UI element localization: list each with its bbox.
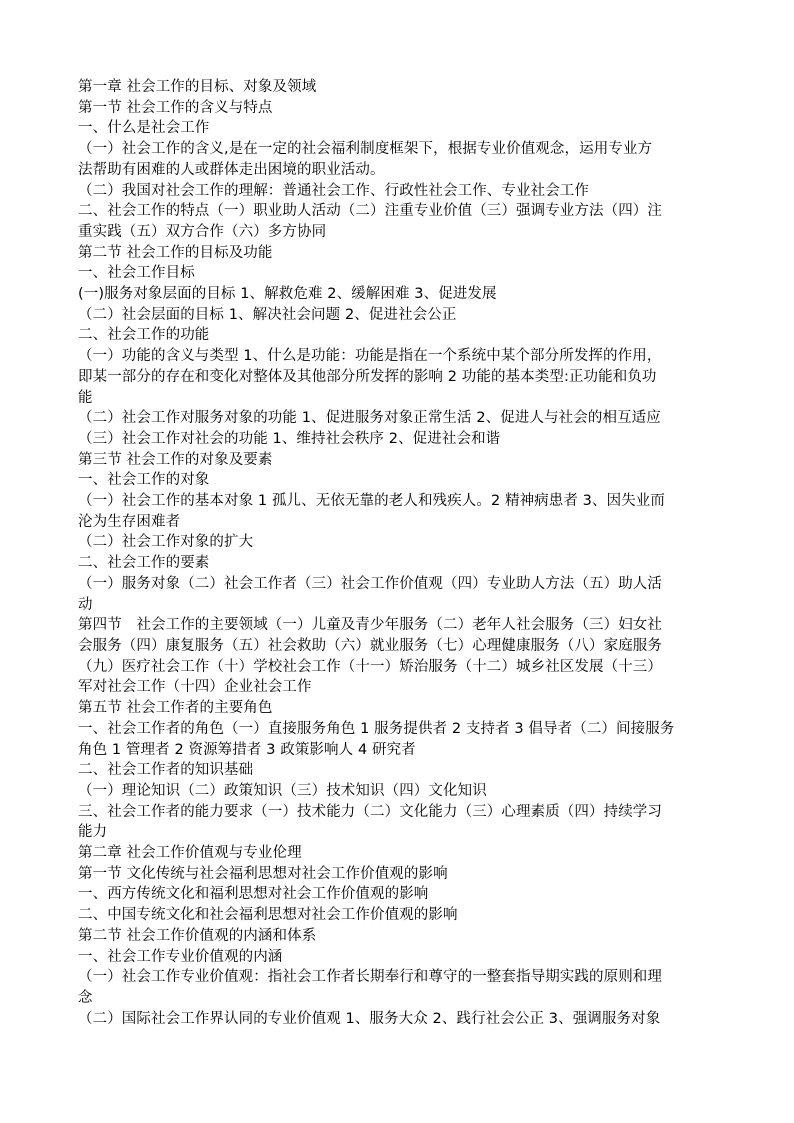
text-line: 第四节 社会工作的主要领域（一）儿童及青少年服务（二）老年人社会服务（三）妇女社 (78, 617, 662, 634)
text-line: 第二节 社会工作的目标及功能 (78, 244, 273, 261)
text-line: 角色 1 管理者 2 资源筹措者 3 政策影响人 4 研究者 (78, 741, 416, 758)
text-line: 念 (78, 989, 93, 1006)
text-line: 即某一部分的存在和变化对整体及其他部分所发挥的影响 2 功能的基本类型:正功能和负功 (78, 368, 657, 385)
document-page (78, 77, 720, 1029)
text-line: 二、中国专统文化和社会福利思想对社会工作价值观的影响 (78, 907, 458, 924)
text-line: （一）理论知识（二）政策知识（三）技术知识（四）文化知识 (78, 782, 487, 799)
text-line: 第一节 文化传统与社会福利思想对社会工作价值观的影响 (78, 865, 448, 882)
text-line: 二、社会工作的功能 (78, 327, 210, 344)
text-line: 一、社会工作者的角色（一）直接服务角色 1 服务提供者 2 支持者 3 倡导者（二）间接服务 (78, 720, 675, 737)
text-line: 一、什么是社会工作 (78, 120, 210, 137)
text-line: (一)服务对象层面的目标 1、解救危难 2、缓解困难 3、促进发展 (78, 286, 497, 303)
text-line: （一）社会工作的基本对象 1 孤儿、无依无靠的老人和残疾人。2 精神病患者 3、因失业而 (78, 493, 666, 510)
text-line: 一、社会工作专业价值观的内涵 (78, 948, 283, 965)
text-line: 第二节 社会工作价值观的内涵和体系 (78, 927, 317, 944)
text-line: （二）社会工作对象的扩大 (78, 534, 254, 551)
text-line: （三）社会工作对社会的功能 1、维持社会秩序 2、促进社会和谐 (78, 430, 501, 447)
text-line: 法帮助有困难的人或群体走出困境的职业活动。 (78, 161, 385, 178)
text-line: （二）社会工作对服务对象的功能 1、促进服务对象正常生活 2、促进人与社会的相互适应 (78, 410, 661, 427)
text-line: 会服务（四）康复服务（五）社会救助（六）就业服务（七）心理健康服务（八）家庭服务 (78, 637, 662, 654)
text-line: （二）国际社会工作界认同的专业价值观 1、服务大众 2、践行社会公正 3、强调服务对象 (78, 1010, 661, 1027)
text-line: （一）社会工作的含义,是在一定的社会福利制度框架下，根据专业价值观念，运用专业方 (78, 141, 653, 158)
text-line: 二、社会工作者的知识基础 (78, 762, 254, 779)
text-line: 重实践（五）双方合作（六）多方协同 (78, 223, 327, 240)
text-line: 二、社会工作的要素 (78, 555, 210, 572)
text-line: 一、社会工作目标 (78, 265, 195, 282)
text-line: 军对社会工作（十四）企业社会工作 (78, 679, 312, 696)
text-line: 第二章 社会工作价值观与专业伦理 (78, 845, 302, 862)
text-line: 动 (78, 596, 93, 613)
text-line: 一、社会工作的对象 (78, 472, 210, 489)
text-line: （二）我国对社会工作的理解：普通社会工作、行政性社会工作、专业社会工作 (78, 182, 589, 199)
text-line: 二、社会工作的特点（一）职业助人活动（二）注重专业价值（三）强调专业方法（四）注 (78, 203, 662, 220)
text-line: 能力 (78, 824, 108, 841)
text-line: 能 (78, 389, 93, 406)
text-line: 三、社会工作者的能力要求（一）技术能力（二）文化能力（三）心理素质（四）持续学习 (78, 803, 662, 820)
text-line: （一）社会工作专业价值观：指社会工作者长期奉行和尊守的一整套指导期实践的原则和理 (78, 969, 662, 986)
text-line: （一）功能的含义与类型 1、什么是功能：功能是指在一个系统中某个部分所发挥的作用， (78, 348, 662, 365)
text-line: （一）服务对象（二）社会工作者（三）社会工作价值观（四）专业助人方法（五）助人活 (78, 575, 662, 592)
text-line: （九）医疗社会工作（十）学校社会工作（十一）矫治服务（十二）城乡社区发展（十三） (78, 658, 662, 675)
text-line: （二）社会层面的目标 1、解决社会问题 2、促进社会公正 (78, 306, 457, 323)
text-line: 第一节 社会工作的含义与特点 (78, 99, 273, 116)
text-line: 第三节 社会工作的对象及要素 (78, 451, 273, 468)
text-line: 沦为生存困难者 (78, 513, 181, 530)
text-line: 一、西方传统文化和福利思想对社会工作价值观的影响 (78, 886, 429, 903)
text-line: 第五节 社会工作者的主要角色 (78, 700, 273, 717)
text-line: 第一章 社会工作的目标、对象及领域 (78, 79, 317, 95)
